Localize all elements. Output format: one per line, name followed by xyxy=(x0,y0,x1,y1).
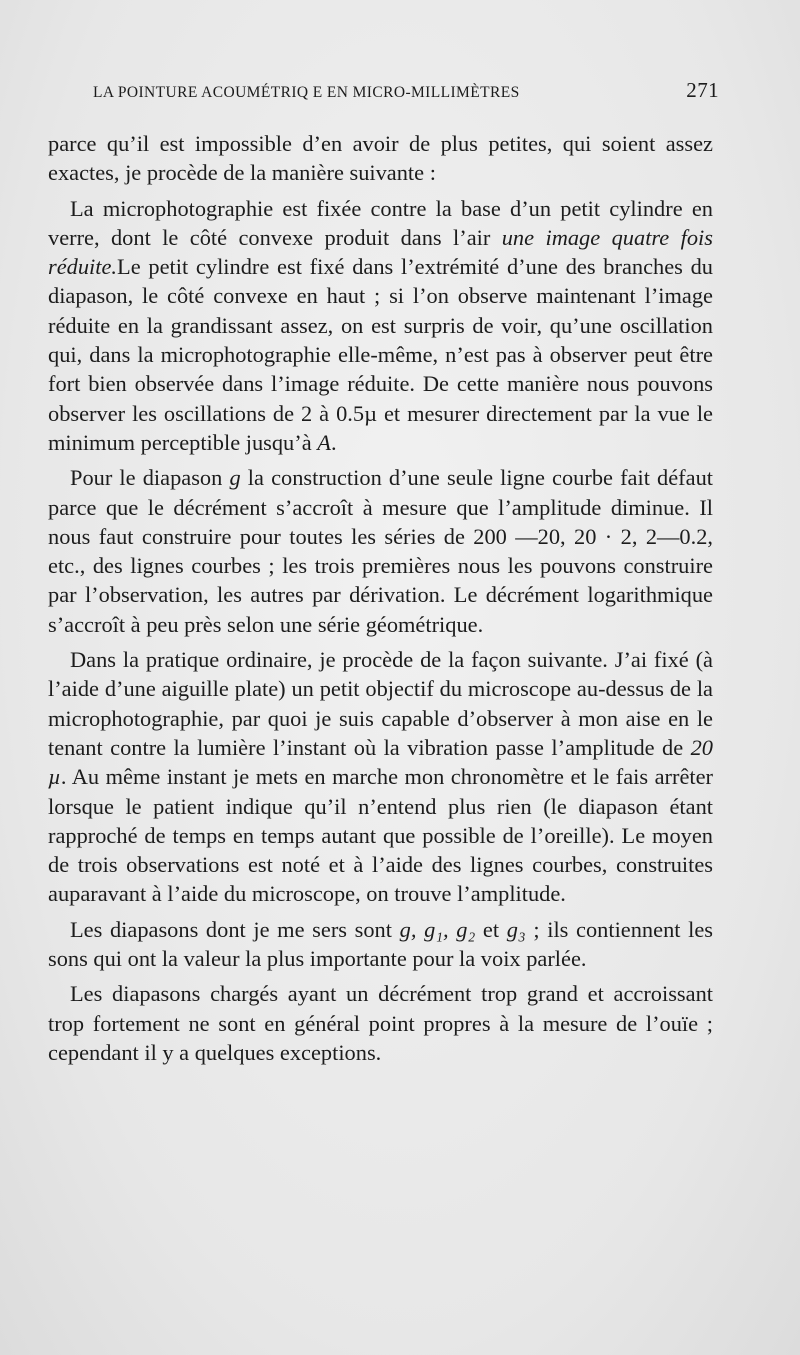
book-page xyxy=(48,78,719,1073)
paragraph-6 xyxy=(48,979,713,1067)
paragraph-3-text-a: Pour le diapason xyxy=(70,465,230,491)
paragraph-2-italic-a: A xyxy=(317,429,331,455)
paragraph-5-italic-forks: g, g₁, g₂ xyxy=(399,916,476,942)
paragraph-2-text-c: Le petit cylindre est fixé dans l’extrémité d’une des branches du diapason, le côté convexe en haut ; si l’on observe maintenant l’image réduite en la grandissant assez, on est surpris de voir, qu’une oscillation qui, dans la microphotographie elle-même, n’est pas à observer peut être fort bien observée dans l’image réduite. De cette manière nous pouvons observer les oscillations de 2 à 0.5µ et mesurer directement par la vue le minimum perceptible jusqu’à xyxy=(48,254,713,455)
paragraph-4-text-a: Dans la pratique ordinaire, je procède de la façon suivante. J’ai fixé (à l’aide d’une aiguille plate) un petit objectif du microscope au-dessus de la microphotographie, par quoi je suis capable d’observer à mon aise en le tenant contre la lumière l’instant où la vibration passe l’amplitude de xyxy=(48,647,713,760)
paragraph-2-italic: une image quatre fois réduite. xyxy=(48,224,713,280)
paragraph-5-text-a: Les diapasons dont je me sers sont xyxy=(70,916,400,942)
paragraph-4-italic-amplitude: 20 µ xyxy=(48,734,713,790)
paragraph-3 xyxy=(48,463,713,639)
paragraph-1-text: parce qu’il est impossible d’en avoir de plus petites, qui soient assez exactes, je procède de la manière suivante : xyxy=(48,131,713,186)
paragraph-4 xyxy=(48,645,713,909)
page-number: 271 xyxy=(686,78,719,102)
paragraph-4-text-c: . Au même instant je mets en marche mon chronomètre et le fais arrêter lorsque le patient indique qu’il n’entend plus rien (le diapason étant rapproché de temps en temps autant que possible de l’oreille). Le moyen de trois observations est noté et à l’aide des lignes courbes, construites auparavant à l’aide du microscope, on trouve l’amplitude. xyxy=(48,764,713,907)
paragraph-5-text-c: et xyxy=(475,916,507,942)
paragraph-5-text-e: ; ils contiennent les sons qui ont la valeur la plus importante pour la voix parlée. xyxy=(48,916,714,972)
paragraph-5 xyxy=(48,915,713,974)
paragraph-2-text-e: . xyxy=(330,429,337,455)
paragraph-3-italic-g: g xyxy=(229,465,241,491)
body-text xyxy=(48,129,713,1067)
paragraph-5-italic-g3: g₃ xyxy=(506,916,526,942)
running-head xyxy=(93,78,719,103)
paragraph-2-text-a: La microphotographie est fixée contre la base d’un petit cylindre en verre, dont le côté convexe produit dans l’air xyxy=(48,195,713,250)
running-head-title: LA POINTURE ACOUMÉTRIQ E EN MICRO-MILLIMÈTRES xyxy=(93,84,520,101)
paragraph-2 xyxy=(48,194,713,458)
paragraph-1 xyxy=(48,129,713,188)
paragraph-6-text: Les diapasons chargés ayant un décrément trop grand et accroissant trop fortement ne sont en général point propres à la mesure de l’ouïe ; cependant il y a quelques exceptions. xyxy=(48,981,713,1065)
paragraph-3-text-c: la construction d’une seule ligne courbe fait défaut parce que le décrément s’accroît à mesure que l’amplitude diminue. Il nous faut construire pour toutes les séries de 200 —20, 20 · 2, 2—0.2, etc., des lignes courbes ; les trois premières nous les pouvons construire par l’observation, les autres par dérivation. Le décrément logarithmique s’accroît à peu près selon une série géométrique. xyxy=(48,465,713,637)
